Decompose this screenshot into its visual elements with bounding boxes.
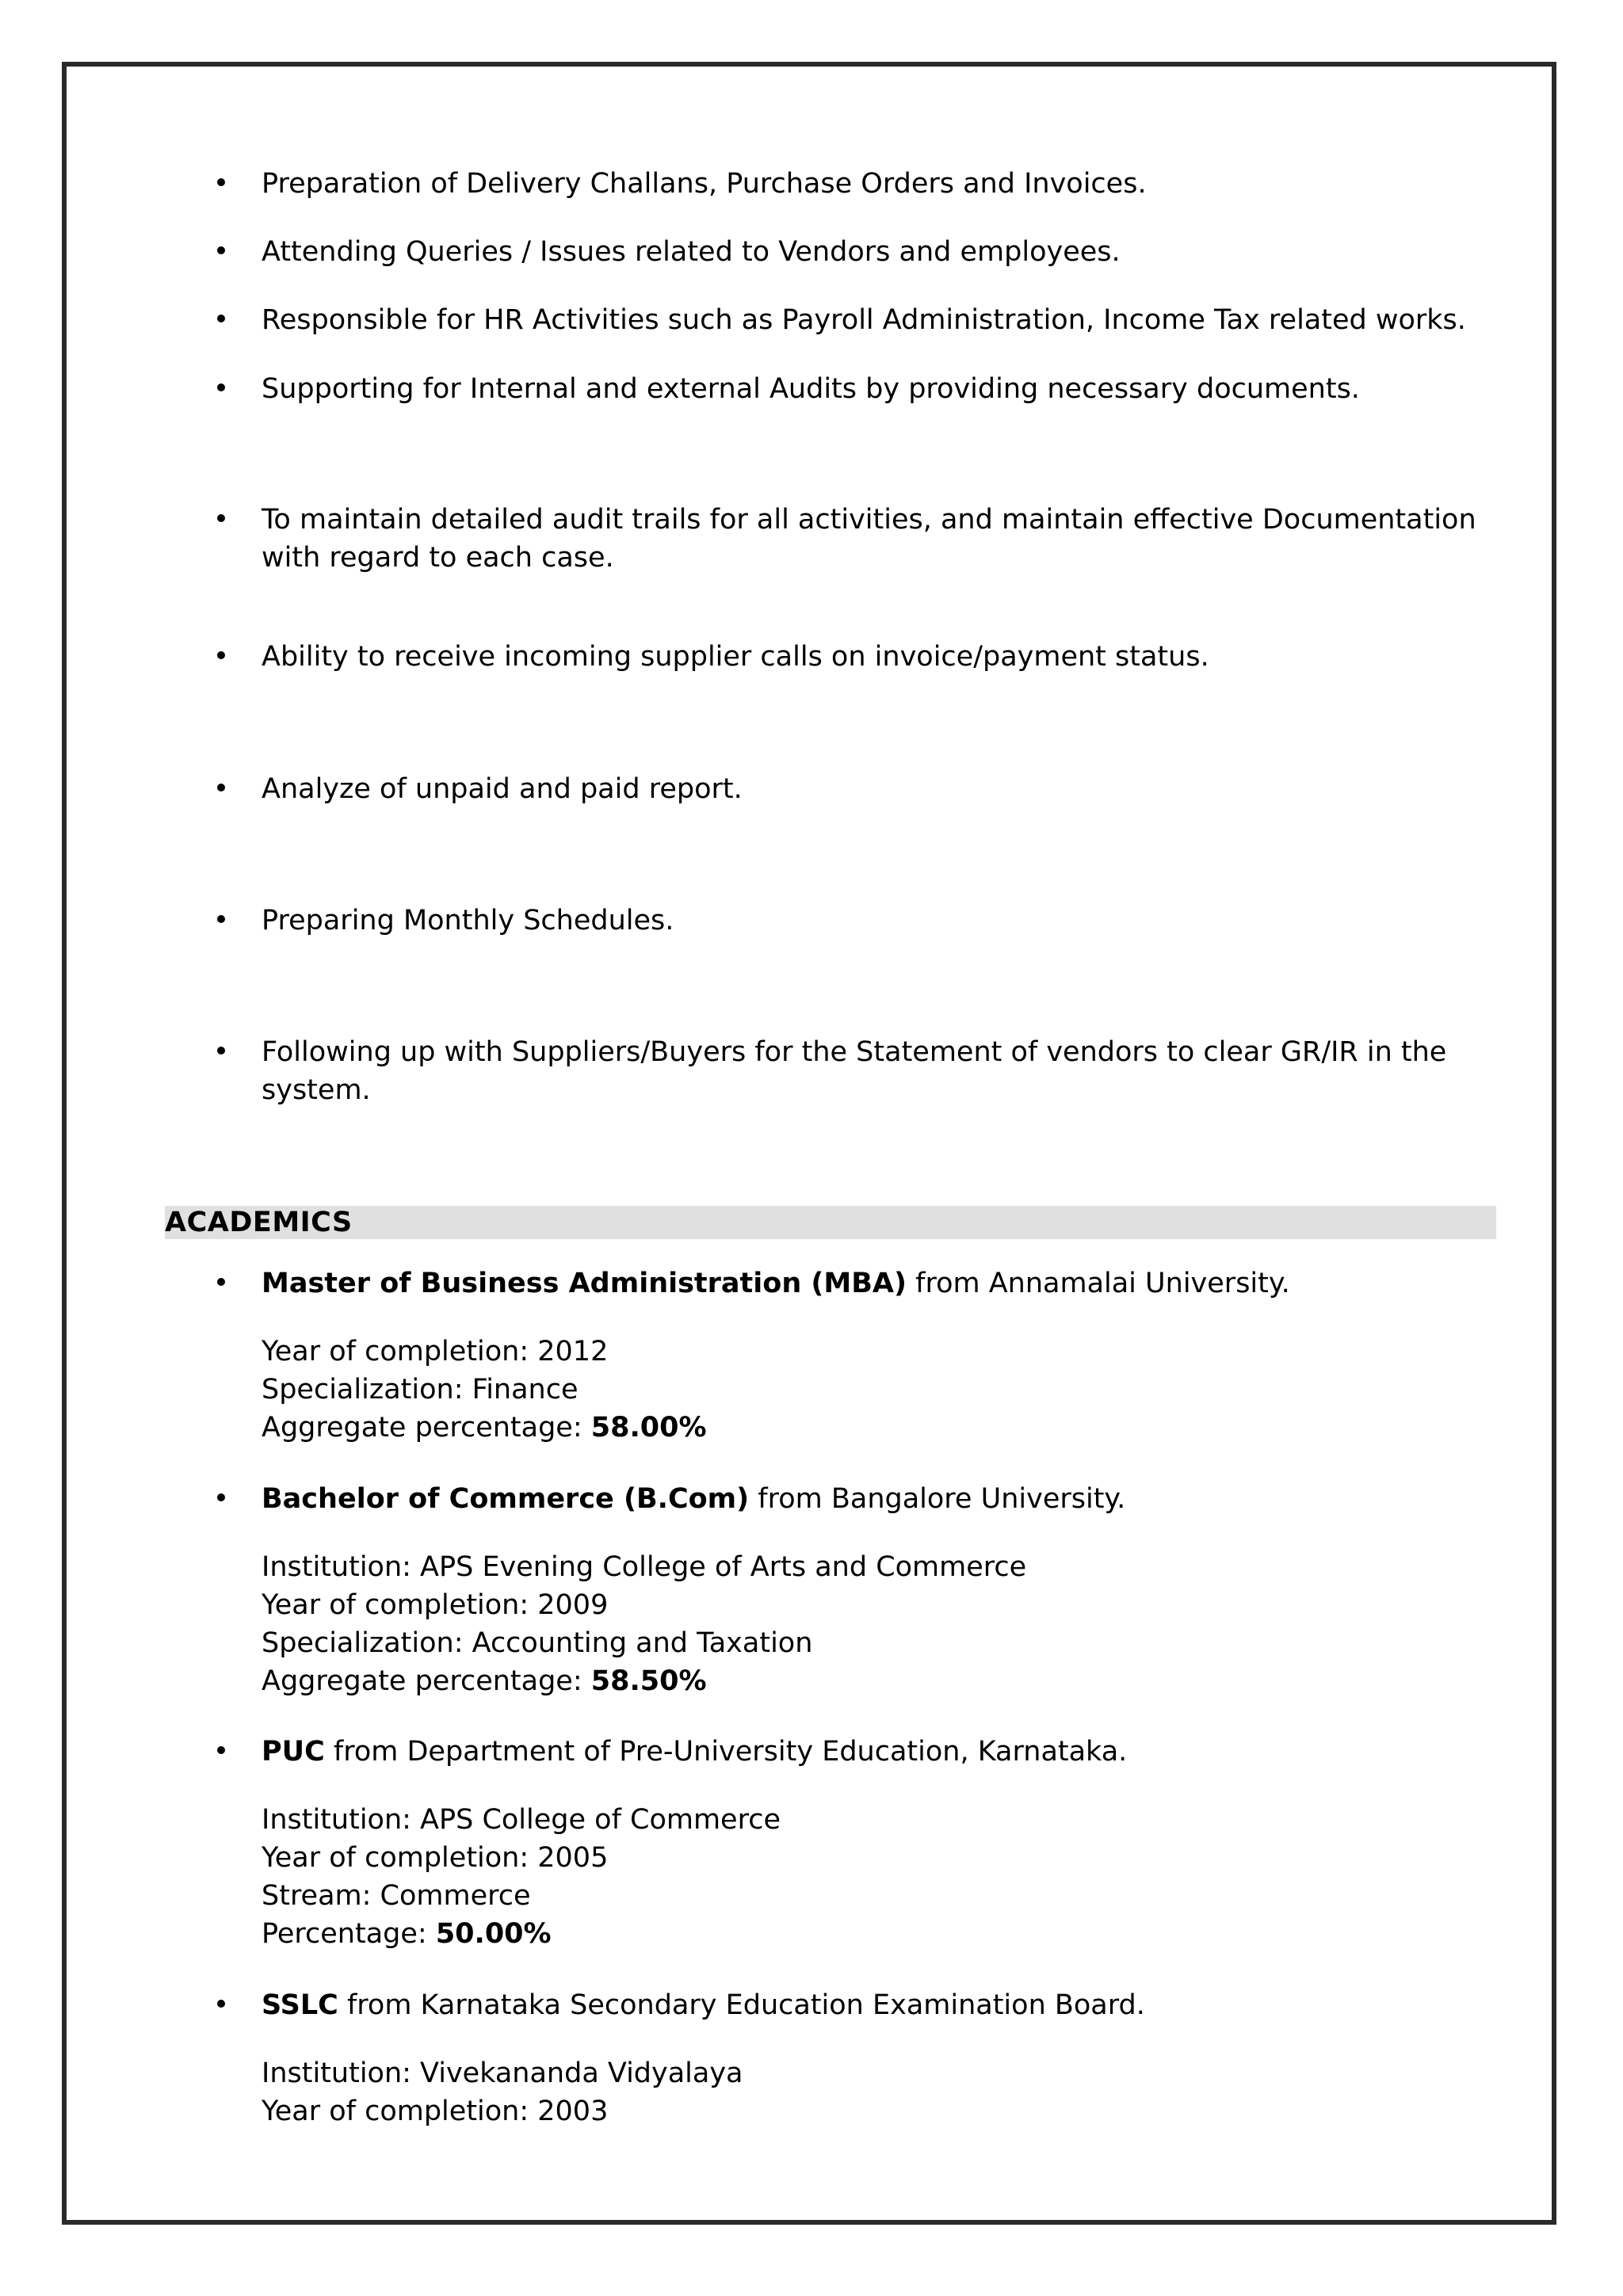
detail-line: Year of completion: 2012 bbox=[262, 1336, 609, 1367]
bullet-icon bbox=[217, 651, 225, 659]
list-item-text: Preparation of Delivery Challans, Purchase Orders and Invoices. bbox=[262, 168, 1147, 200]
bullet-icon bbox=[217, 1746, 225, 1754]
detail-line: Year of completion: 2009 bbox=[262, 1589, 609, 1621]
bullet-icon bbox=[217, 784, 225, 791]
bullet-icon bbox=[217, 315, 225, 322]
entry-details bbox=[262, 1333, 707, 1447]
list-item-text: Ability to receive incoming supplier calls on invoice/payment status. bbox=[262, 641, 1209, 673]
list-item-text: Analyze of unpaid and paid report. bbox=[262, 773, 743, 805]
bullet-icon bbox=[217, 1047, 225, 1055]
score-line bbox=[262, 1915, 781, 1953]
entry-title bbox=[262, 1264, 1290, 1302]
detail-line: Institution: APS College of Commerce bbox=[262, 1804, 781, 1836]
score-value: 50.00% bbox=[435, 1918, 552, 1950]
degree-name: Bachelor of Commerce (B.Com) bbox=[262, 1483, 750, 1515]
score-line bbox=[262, 1662, 1026, 1700]
entry-details bbox=[262, 1548, 1026, 1700]
score-value: 58.50% bbox=[590, 1665, 707, 1697]
list-item-line: To maintain detailed audit trails for all activities, and maintain effective Documentation bbox=[262, 504, 1476, 536]
degree-name: Master of Business Administration (MBA) bbox=[262, 1268, 907, 1299]
score-label: Aggregate percentage: bbox=[262, 1665, 591, 1697]
detail-line: Specialization: Finance bbox=[262, 1374, 579, 1405]
bullet-icon bbox=[217, 915, 225, 923]
list-item-text: Attending Queries / Issues related to Vendors and employees. bbox=[262, 236, 1121, 268]
academics-header bbox=[165, 1206, 1496, 1239]
score-value: 58.00% bbox=[590, 1412, 707, 1444]
entry-title bbox=[262, 1986, 1145, 2024]
list-item-line: Following up with Suppliers/Buyers for the Statement of vendors to clear GR/IR in the bbox=[262, 1036, 1447, 1068]
entry-title bbox=[262, 1480, 1125, 1518]
entry-details bbox=[262, 2054, 743, 2130]
degree-name: PUC bbox=[262, 1736, 325, 1768]
list-item-line: with regard to each case. bbox=[262, 542, 614, 574]
entry-title bbox=[262, 1733, 1127, 1771]
page-frame bbox=[62, 62, 1556, 2225]
detail-line: Year of completion: 2003 bbox=[262, 2096, 609, 2127]
bullet-icon bbox=[217, 1278, 225, 1286]
detail-line: Year of completion: 2005 bbox=[262, 1842, 609, 1874]
degree-source: from Karnataka Secondary Education Examination Board. bbox=[338, 1989, 1145, 2021]
section-title: ACADEMICS bbox=[165, 1207, 353, 1238]
list-item-text bbox=[262, 501, 1553, 577]
list-item-text: Preparing Monthly Schedules. bbox=[262, 905, 674, 936]
score-label: Percentage: bbox=[262, 1918, 436, 1950]
entry-details bbox=[262, 1801, 781, 1953]
list-item-line: system. bbox=[262, 1074, 371, 1106]
detail-line: Institution: Vivekananda Vidyalaya bbox=[262, 2058, 743, 2089]
detail-line: Institution: APS Evening College of Arts and Commerce bbox=[262, 1551, 1027, 1583]
degree-source: from Department of Pre-University Education, Karnataka. bbox=[324, 1736, 1128, 1768]
score-line bbox=[262, 1409, 707, 1447]
bullet-icon bbox=[217, 178, 225, 186]
bullet-icon bbox=[217, 1493, 225, 1501]
bullet-icon bbox=[217, 383, 225, 391]
degree-source: from Bangalore University. bbox=[749, 1483, 1126, 1515]
detail-line: Specialization: Accounting and Taxation bbox=[262, 1627, 813, 1659]
list-item-text: Responsible for HR Activities such as Payroll Administration, Income Tax related works. bbox=[262, 304, 1466, 336]
detail-line: Stream: Commerce bbox=[262, 1880, 531, 1912]
bullet-icon bbox=[217, 2000, 225, 2008]
list-item-text: Supporting for Internal and external Audits by providing necessary documents. bbox=[262, 373, 1360, 405]
bullet-icon bbox=[217, 514, 225, 522]
list-item-text bbox=[262, 1033, 1553, 1109]
degree-name: SSLC bbox=[262, 1989, 338, 2021]
degree-source: from Annamalai University. bbox=[907, 1268, 1290, 1299]
bullet-icon bbox=[217, 246, 225, 254]
score-label: Aggregate percentage: bbox=[262, 1412, 591, 1444]
